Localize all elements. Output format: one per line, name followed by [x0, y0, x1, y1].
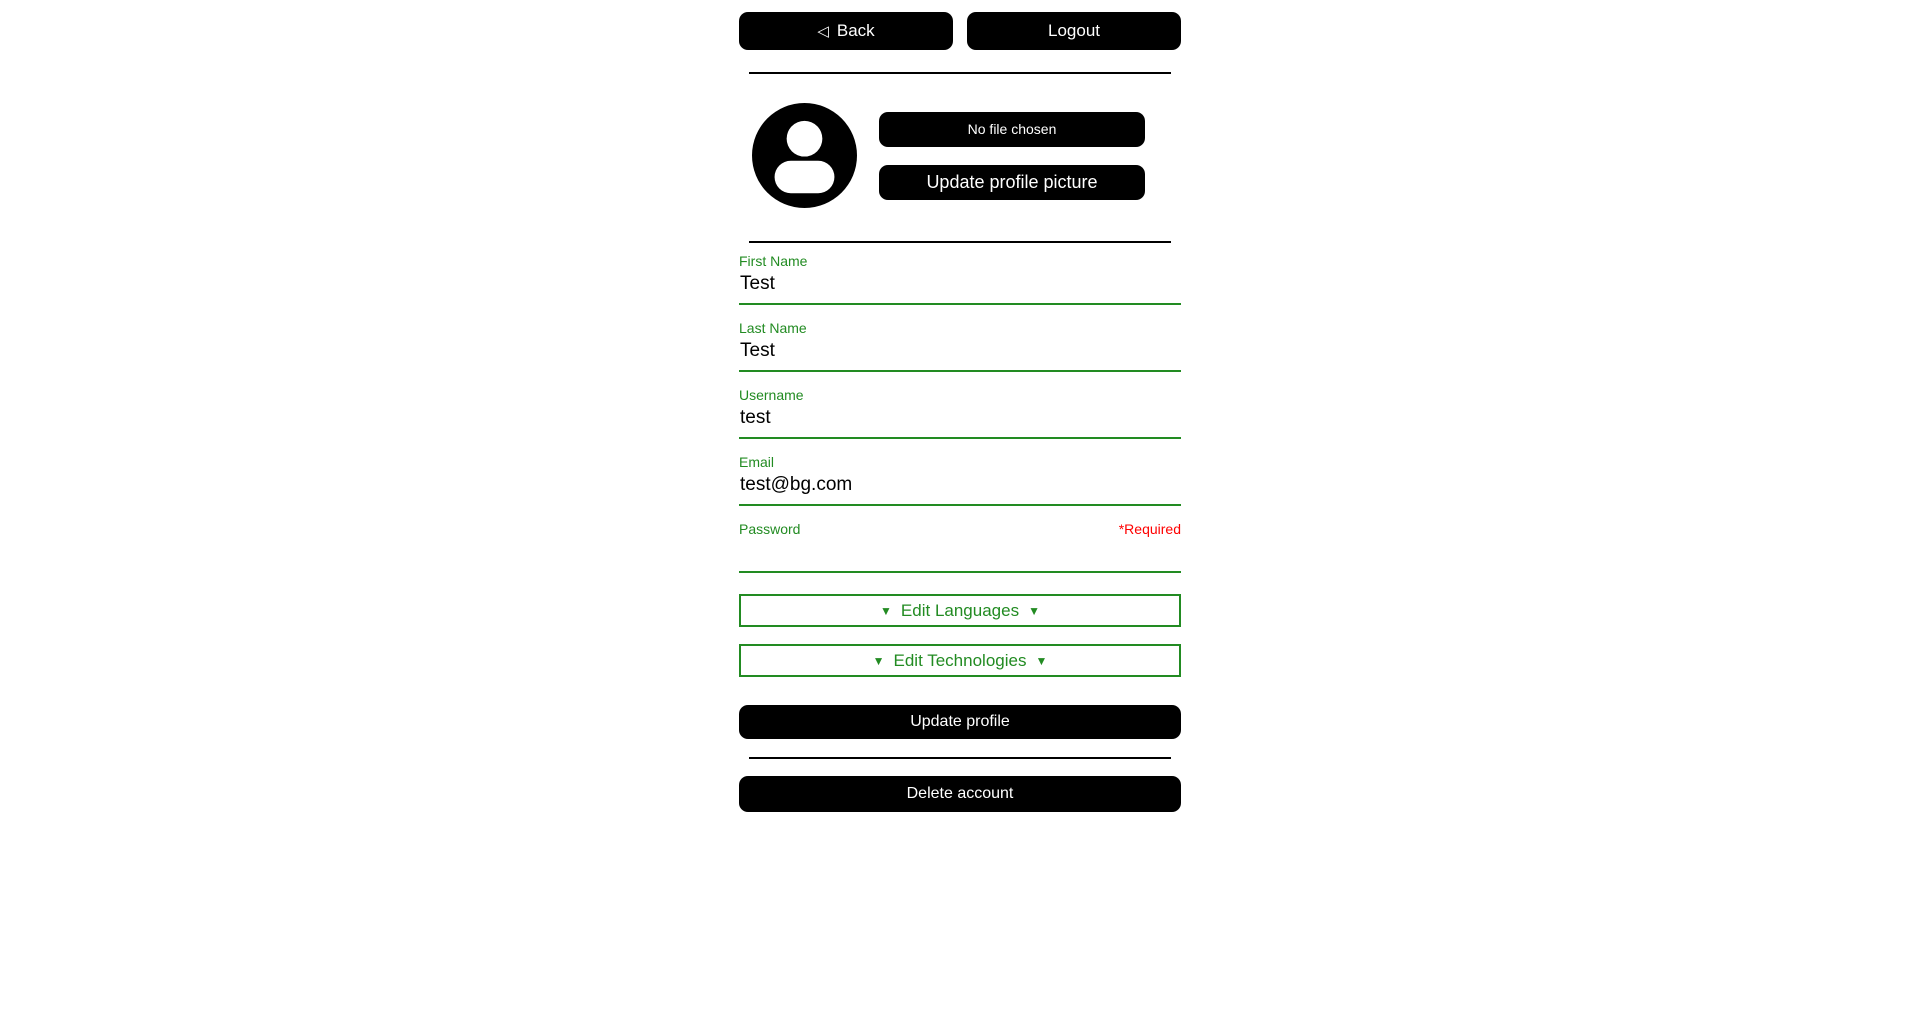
update-picture-button[interactable]: [879, 165, 1145, 200]
update-profile-button[interactable]: [739, 705, 1181, 739]
chevron-down-icon: ▼: [872, 653, 885, 668]
edit-languages-label: Edit Languages: [900, 600, 1020, 620]
picture-buttons-column: [879, 112, 1145, 200]
email-label: Email: [739, 454, 775, 470]
update-picture-label: Update profile picture: [926, 171, 1098, 192]
email-input[interactable]: [739, 472, 1181, 506]
divider: [749, 241, 1171, 243]
delete-account-label: Delete account: [906, 785, 1014, 802]
profile-container: [739, 0, 1181, 812]
username-label: Username: [739, 387, 804, 403]
last-name-label: Last Name: [739, 320, 807, 336]
update-profile-label: Update profile: [910, 713, 1010, 730]
password-required-note: *Required: [1118, 521, 1181, 537]
last-name-field: [739, 320, 1181, 372]
edit-languages-button[interactable]: [739, 594, 1181, 627]
person-avatar-icon: [752, 103, 857, 208]
delete-account-button[interactable]: [739, 776, 1181, 812]
password-label: Password: [739, 521, 801, 537]
file-status-label: No file chosen: [967, 121, 1057, 137]
logout-button[interactable]: [967, 12, 1181, 50]
email-field: [739, 454, 1181, 506]
topbar: [739, 12, 1181, 50]
divider: [749, 757, 1171, 759]
profile-form: [739, 253, 1181, 739]
username-field: [739, 387, 1181, 439]
divider: [749, 72, 1171, 74]
password-field: [739, 521, 1181, 573]
chevron-down-icon: ▼: [1035, 653, 1048, 668]
last-name-input[interactable]: [739, 338, 1181, 372]
edit-technologies-button[interactable]: [739, 644, 1181, 677]
chevron-down-icon: ▼: [1028, 603, 1040, 618]
edit-technologies-label: Edit Technologies: [893, 650, 1027, 670]
username-input[interactable]: [739, 405, 1181, 439]
file-chooser-button[interactable]: [879, 112, 1145, 147]
back-arrow-icon: ◁: [817, 22, 829, 40]
first-name-input[interactable]: [739, 271, 1181, 305]
back-button[interactable]: [739, 12, 953, 50]
profile-picture-section: [739, 103, 1181, 208]
first-name-field: [739, 253, 1181, 305]
back-button-label: Back: [836, 21, 875, 40]
password-input[interactable]: [739, 539, 1181, 573]
chevron-down-icon: ▼: [880, 603, 892, 618]
logout-button-label: Logout: [1048, 21, 1100, 40]
first-name-label: First Name: [739, 253, 808, 269]
